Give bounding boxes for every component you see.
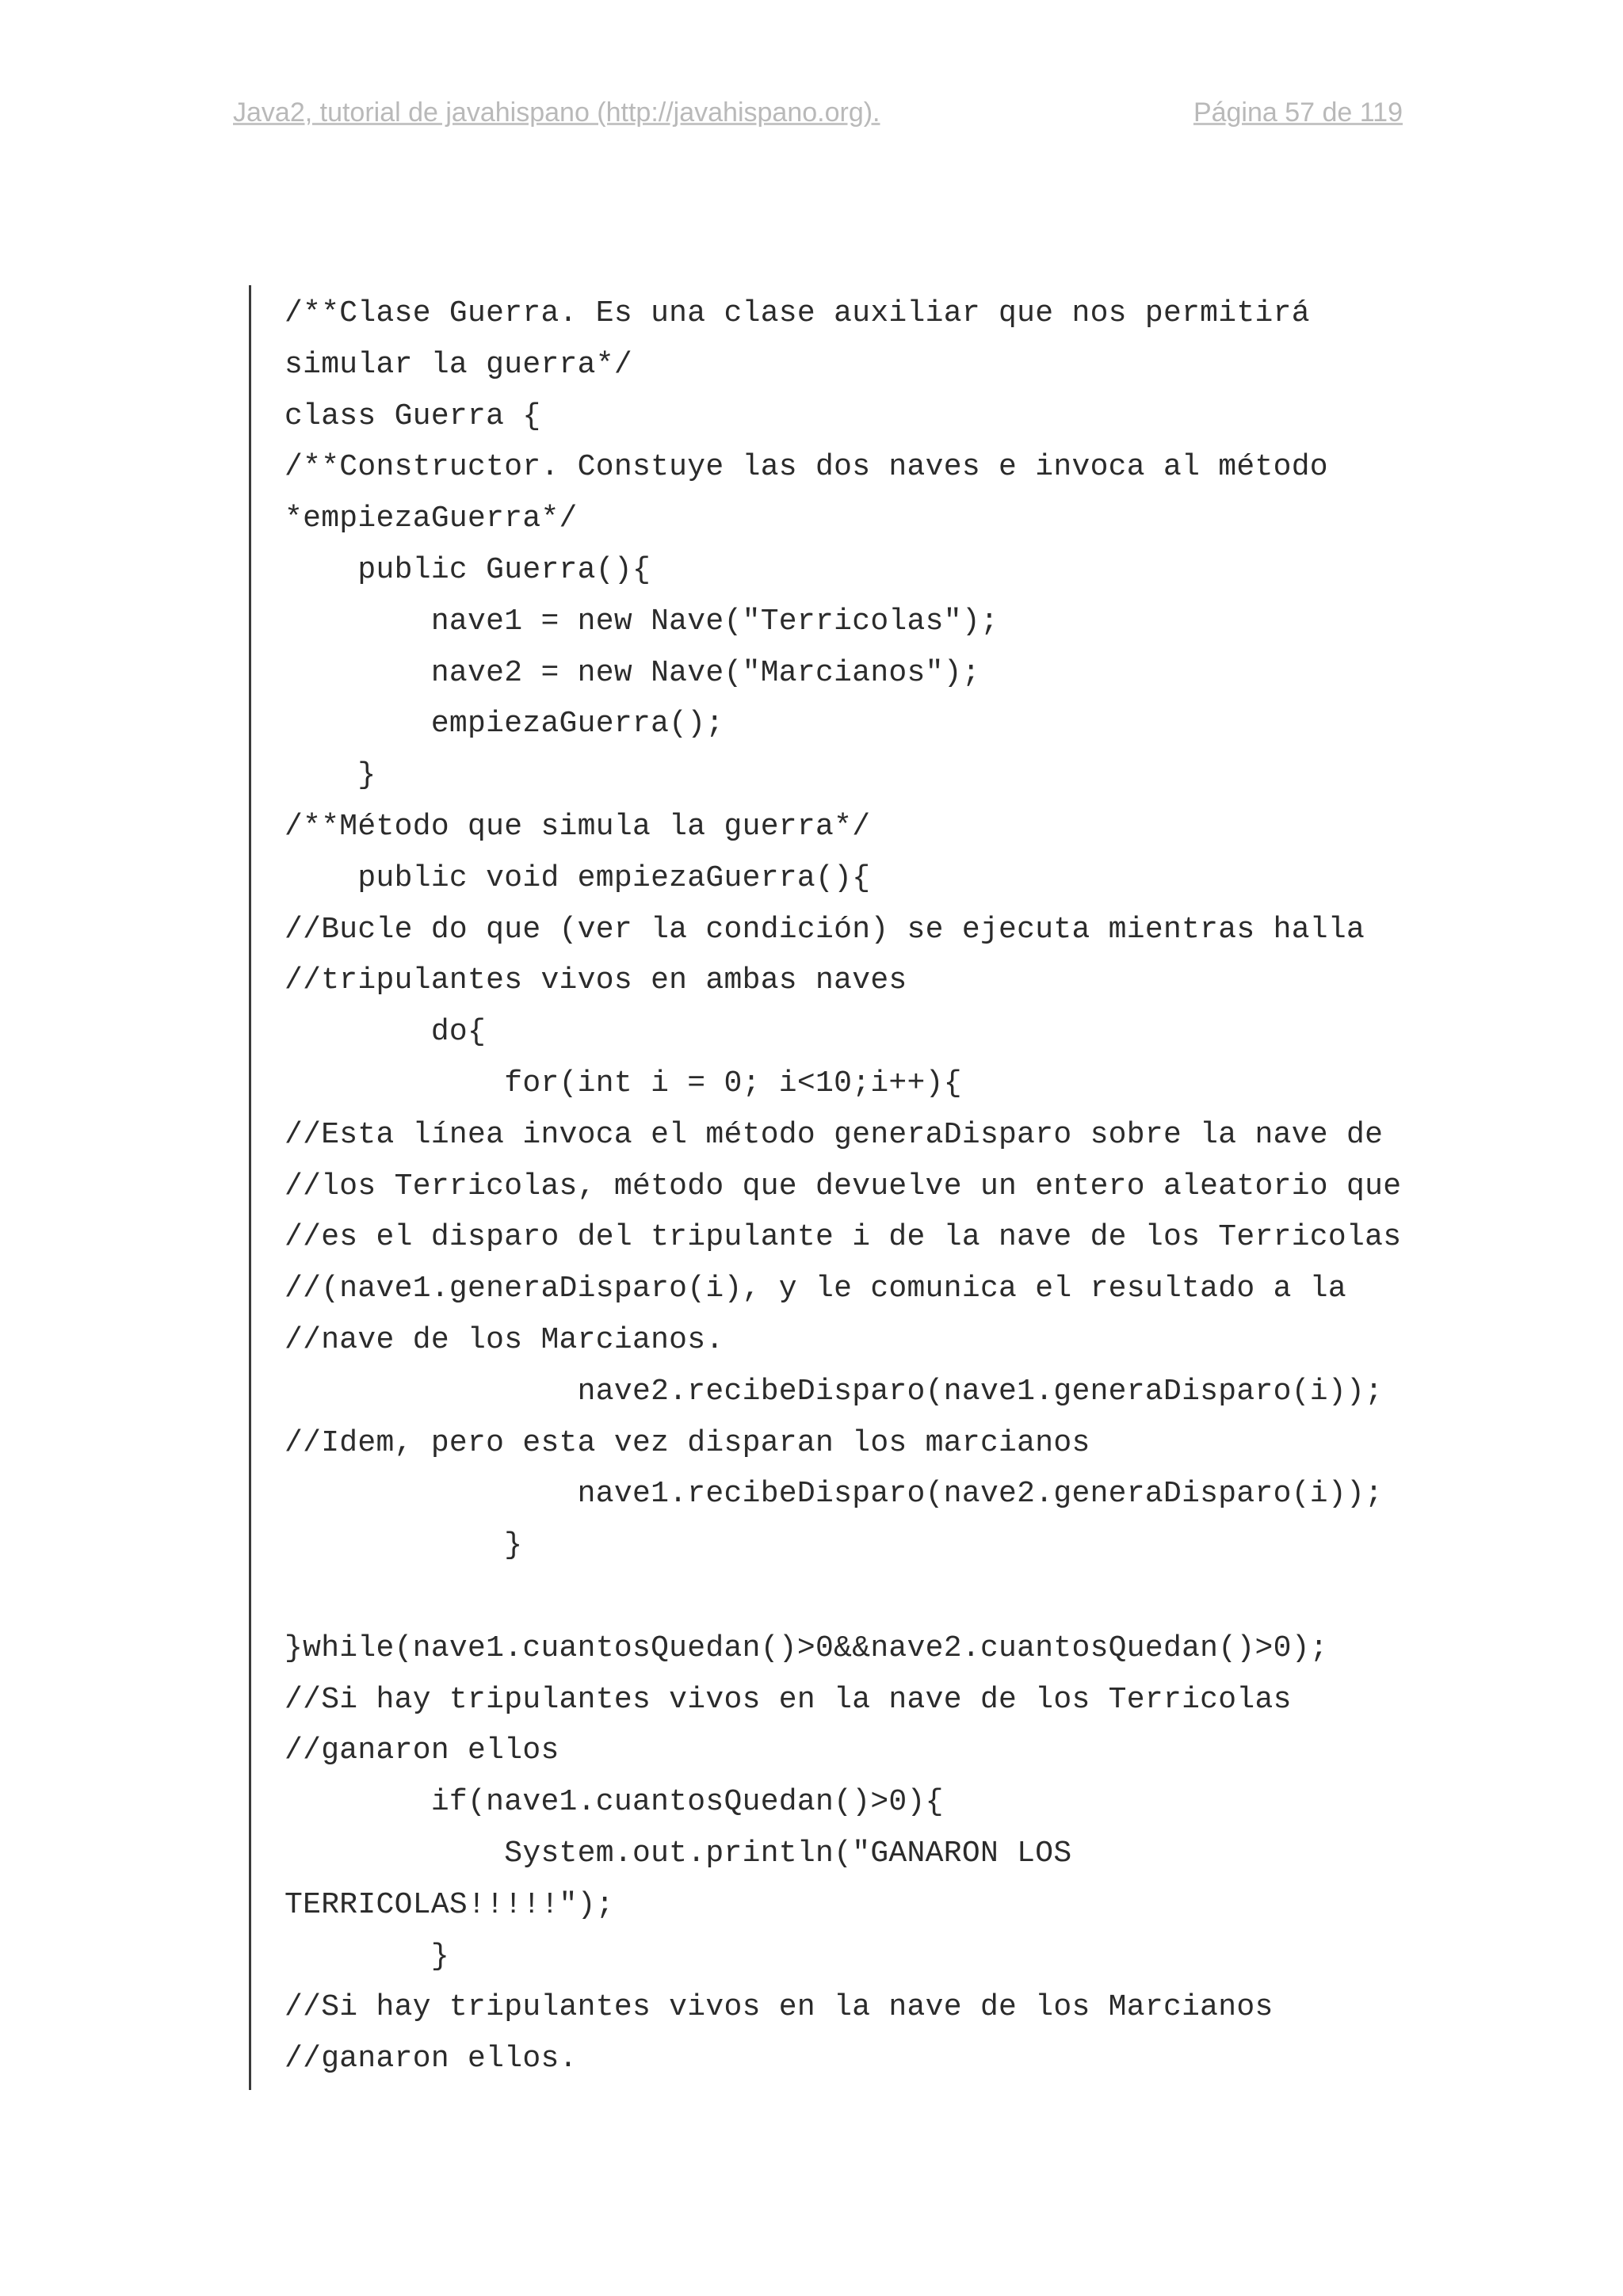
code-line: //tripulantes vivos en ambas naves (285, 963, 907, 998)
code-line: //Idem, pero esta vez disparan los marcianos (285, 1425, 1090, 1460)
code-line: simular la guerra*/ (285, 347, 632, 382)
code-block (249, 285, 1406, 2090)
code-line: nave1.recibeDisparo(nave2.generaDisparo(i)); (285, 1477, 1384, 1512)
code-line: nave1 = new Nave("Terricolas"); (285, 604, 999, 639)
page-number: Página 57 de 119 (1193, 97, 1403, 128)
code-line: } (285, 1939, 449, 1974)
code-line: empiezaGuerra(); (285, 707, 724, 742)
code-line: //(nave1.generaDisparo(i), y le comunica el resultado a la (285, 1272, 1347, 1306)
code-line: class Guerra { (285, 399, 541, 433)
code-line: TERRICOLAS!!!!!"); (285, 1887, 614, 1922)
code-line: //los Terricolas, método que devuelve un entero aleatorio que (285, 1169, 1402, 1203)
code-line: *empiezaGuerra*/ (285, 502, 578, 536)
code-line: } (285, 758, 376, 793)
code-line: System.out.println("GANARON LOS (285, 1836, 1072, 1871)
code-line: //nave de los Marcianos. (285, 1322, 724, 1357)
code-line: //ganaron ellos (285, 1733, 559, 1768)
code-line: for(int i = 0; i<10;i++){ (285, 1066, 962, 1100)
code-lines (285, 288, 1401, 2085)
code-line: /**Constructor. Constuye las dos naves e invoca al método (285, 450, 1328, 485)
code-line: //es el disparo del tripulante i de la nave de los Terricolas (285, 1220, 1402, 1255)
code-line: }while(nave1.cuantosQuedan()>0&&nave2.cuantosQuedan()>0); (285, 1630, 1328, 1665)
document-header-title: Java2, tutorial de javahispano (http://javahispano.org). (233, 97, 880, 128)
code-line: do{ (285, 1015, 487, 1050)
code-line: //Si hay tripulantes vivos en la nave de los Marcianos (285, 1990, 1274, 2025)
code-line: //Esta línea invoca el método generaDisparo sobre la nave de (285, 1117, 1384, 1152)
code-line: //Si hay tripulantes vivos en la nave de los Terricolas (285, 1682, 1292, 1717)
code-line: //ganaron ellos. (285, 2042, 578, 2077)
code-line: nave2 = new Nave("Marcianos"); (285, 655, 980, 690)
code-line: if(nave1.cuantosQuedan()>0){ (285, 1785, 944, 1820)
code-line: nave2.recibeDisparo(nave1.generaDisparo(i)); (285, 1374, 1384, 1409)
code-line: } (285, 1528, 523, 1563)
code-line: /**Método que simula la guerra*/ (285, 809, 871, 844)
code-line: public void empiezaGuerra(){ (285, 860, 871, 895)
code-line: public Guerra(){ (285, 552, 651, 587)
code-line: /**Clase Guerra. Es una clase auxiliar que nos permitirá (285, 296, 1310, 330)
code-line (285, 1572, 1401, 1623)
code-line: //Bucle do que (ver la condición) se ejecuta mientras halla (285, 912, 1365, 947)
